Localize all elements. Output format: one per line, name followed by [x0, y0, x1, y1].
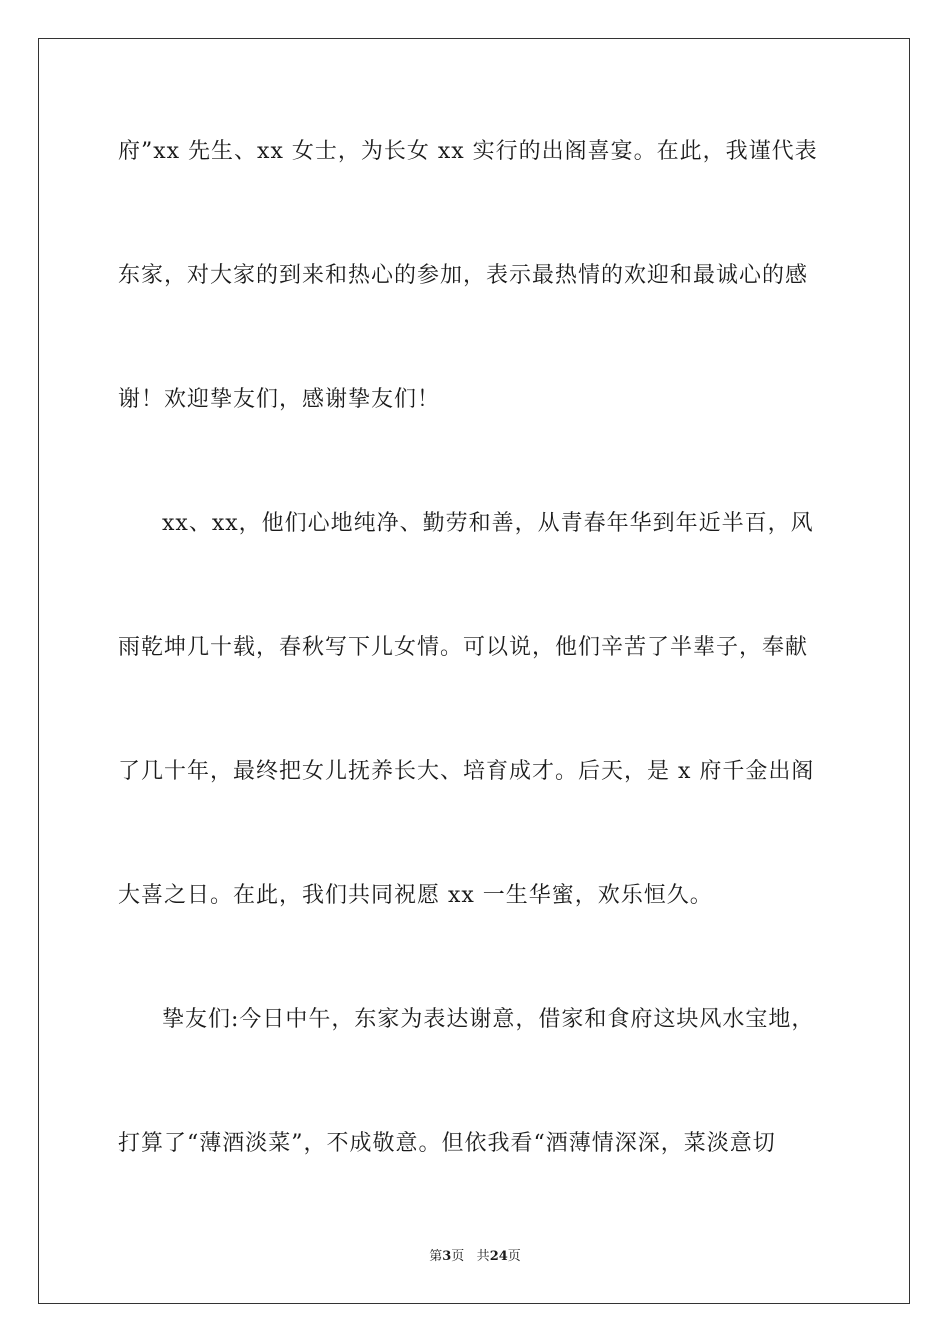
body-line-2: 东家，对大家的到来和热心的参加，表示最热情的欢迎和最诚心的感 [118, 263, 809, 288]
page-footer [0, 1248, 950, 1266]
body-line-5: 雨乾坤几十载，春秋写下儿女情。可以说，他们辛苦了半辈子，奉献 [118, 635, 809, 660]
body-line-1: 府”xx 先生、xx 女士，为长女 xx 实行的出阁喜宴。在此，我谨代表 [118, 139, 818, 164]
body-line-9: 打算了“薄酒淡菜”，不成敬意。但依我看“酒薄情深深，菜淡意切 [118, 1131, 776, 1156]
total-pages: 24 [489, 1249, 508, 1264]
page-suffix: 页 [451, 1249, 465, 1264]
total-suffix: 页 [507, 1249, 521, 1264]
body-line-3: 谢！欢迎挚友们，感谢挚友们！ [118, 387, 441, 412]
page-number: 3 [442, 1249, 452, 1264]
page-border [38, 38, 910, 1304]
body-line-4: xx、xx，他们心地纯净、勤劳和善，从青春年华到年近半百，风 [162, 511, 814, 536]
total-prefix: 共 [476, 1249, 490, 1264]
page-prefix: 第 [429, 1249, 443, 1264]
body-line-7: 大喜之日。在此，我们共同祝愿 xx 一生华蜜，欢乐恒久。 [118, 883, 713, 908]
body-line-8: 挚友们:今日中午，东家为表达谢意，借家和食府这块风水宝地， [162, 1007, 815, 1032]
body-line-6: 了几十年，最终把女儿抚养长大、培育成才。后天，是 x 府千金出阁 [118, 759, 815, 784]
